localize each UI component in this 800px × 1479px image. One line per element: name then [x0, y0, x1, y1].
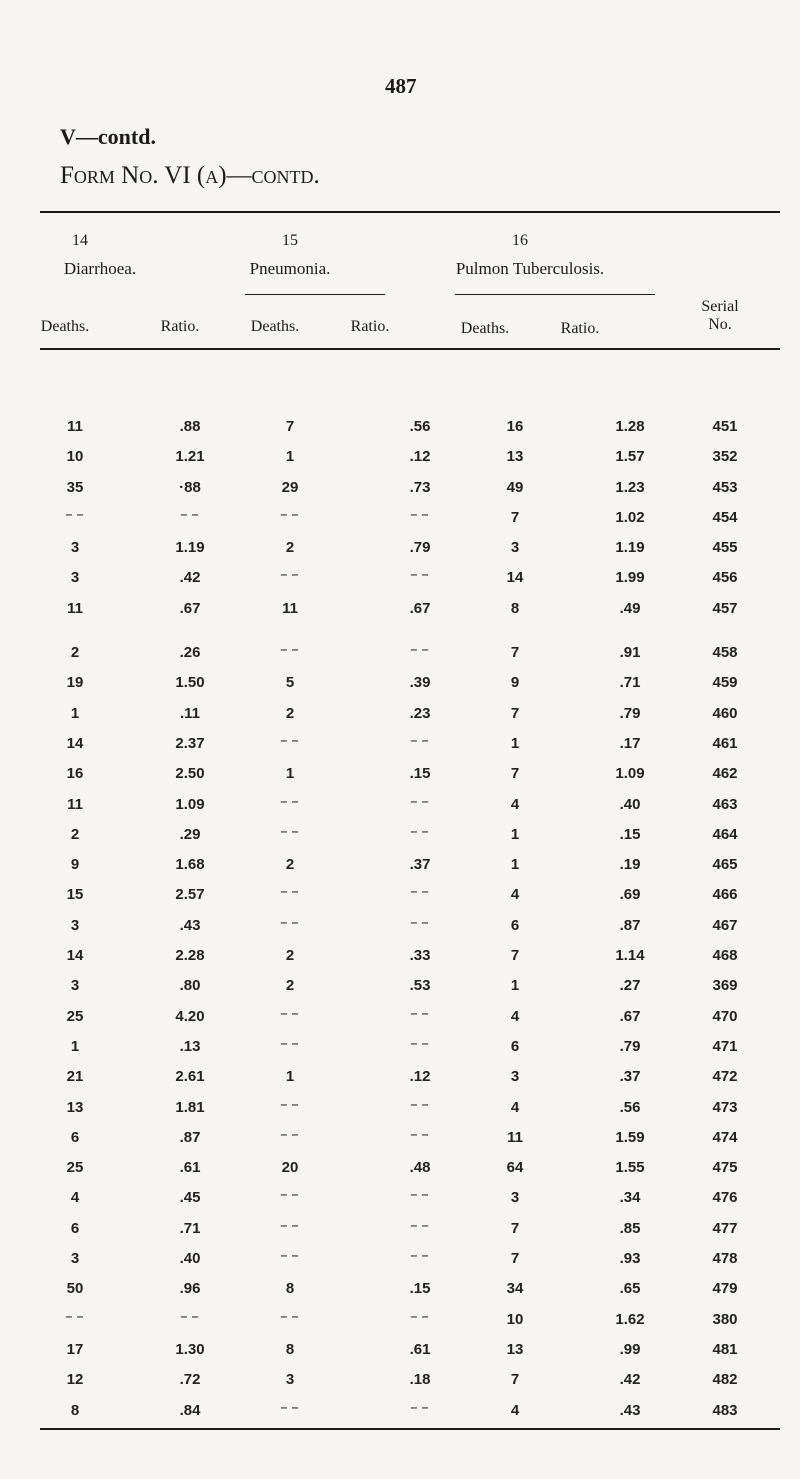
cell-deaths-16: 7	[510, 1250, 520, 1268]
cell-deaths-15: 1	[285, 1068, 295, 1086]
cell-serial-no: 477	[712, 1219, 738, 1237]
table-body	[0, 418, 800, 1432]
cell-deaths-15: 11	[282, 599, 298, 617]
cell-deaths-14: 11	[67, 418, 83, 435]
cell-deaths-16: 3	[510, 1068, 520, 1086]
cell-deaths-14: ‒ ‒	[65, 508, 85, 521]
cell-serial-no: 369	[712, 977, 738, 995]
cell-ratio-16: .65	[619, 1280, 641, 1298]
cell-serial-no: 456	[712, 569, 738, 587]
column-title-diarrhoea: Diarrhoea.	[63, 259, 137, 278]
cell-deaths-16: 7	[510, 704, 520, 722]
cell-ratio-16: 1.62	[615, 1310, 645, 1328]
cell-deaths-16: 7	[510, 947, 520, 965]
cell-ratio-15: .12	[409, 1068, 431, 1086]
cell-deaths-15: ‒ ‒	[280, 1189, 300, 1202]
column-title-pneumonia: Pneumonia.	[249, 259, 331, 278]
cell-deaths-15: ‒ ‒	[280, 825, 300, 838]
cell-deaths-15: ‒ ‒	[280, 795, 300, 808]
cell-serial-no: 470	[712, 1007, 738, 1025]
cell-ratio-14: .42	[179, 569, 201, 587]
cell-deaths-14: 8	[70, 1401, 80, 1419]
cell-serial-no: 460	[712, 704, 738, 722]
cell-ratio-16: 1.28	[615, 418, 645, 435]
subhead-ratio-15: Ratio.	[350, 318, 390, 335]
cell-ratio-16: .17	[619, 734, 641, 752]
cell-deaths-16: 4	[510, 1007, 520, 1025]
subhead-deaths-14: Deaths.	[40, 318, 90, 335]
cell-serial-no: 380	[712, 1310, 738, 1328]
cell-ratio-16: .49	[619, 599, 641, 617]
cell-deaths-14: 3	[70, 539, 80, 557]
cell-deaths-14: 3	[70, 1250, 80, 1268]
table-row	[0, 479, 800, 509]
cell-deaths-15: ‒ ‒	[280, 1219, 300, 1232]
cell-deaths-16: 64	[506, 1159, 524, 1177]
table-row	[0, 705, 800, 735]
cell-ratio-15: ‒ ‒	[410, 508, 430, 521]
table-row	[0, 1220, 800, 1250]
table-row	[0, 1008, 800, 1038]
cell-ratio-14: 2.61	[175, 1068, 205, 1086]
table-row	[0, 600, 800, 630]
group-rule-pneumonia	[245, 294, 385, 295]
cell-ratio-14: ‒ ‒	[180, 1310, 200, 1323]
cell-ratio-14: .45	[179, 1189, 201, 1207]
cell-ratio-16: .99	[619, 1340, 641, 1358]
cell-deaths-15: ‒ ‒	[280, 569, 300, 582]
cell-deaths-15: 7	[285, 418, 295, 435]
cell-ratio-16: .37	[619, 1068, 641, 1086]
cell-ratio-14: .84	[179, 1401, 201, 1419]
cell-ratio-16: .40	[619, 795, 641, 813]
cell-ratio-16: .34	[619, 1189, 641, 1207]
cell-ratio-14: .72	[179, 1371, 201, 1389]
cell-ratio-15: ‒ ‒	[410, 1037, 430, 1050]
cell-ratio-15: ‒ ‒	[410, 734, 430, 747]
table-row	[0, 1341, 800, 1371]
cell-serial-no: 457	[712, 599, 738, 617]
cell-deaths-16: 1	[510, 977, 520, 995]
continued-title: V—contd.	[60, 124, 156, 149]
cell-deaths-14: 16	[66, 765, 84, 783]
cell-ratio-14: 1.30	[175, 1340, 205, 1358]
cell-serial-no: 471	[712, 1037, 738, 1055]
cell-deaths-15: ‒ ‒	[280, 1007, 300, 1020]
cell-serial-no: 472	[712, 1068, 738, 1086]
cell-deaths-16: 4	[510, 795, 520, 813]
cell-ratio-15: ‒ ‒	[410, 1401, 430, 1414]
cell-deaths-15: ‒ ‒	[280, 886, 300, 899]
table-row	[0, 1038, 800, 1068]
subhead-ratio-14: Ratio.	[160, 318, 200, 335]
cell-deaths-14: 1	[70, 1037, 80, 1055]
cell-deaths-15: ‒ ‒	[280, 508, 300, 521]
table-row	[0, 1189, 800, 1219]
table-row	[0, 674, 800, 704]
table-row	[0, 826, 800, 856]
column-number-16: 16	[512, 232, 528, 249]
cell-ratio-16: .27	[619, 977, 641, 995]
cell-deaths-15: 29	[281, 478, 299, 496]
cell-ratio-15: .56	[409, 418, 431, 435]
cell-ratio-16: .43	[619, 1401, 641, 1419]
cell-ratio-16: .79	[619, 704, 641, 722]
cell-deaths-16: 14	[506, 569, 524, 587]
cell-deaths-16: 7	[510, 765, 520, 783]
cell-ratio-15: .61	[409, 1340, 431, 1358]
cell-serial-no: 352	[712, 448, 738, 466]
cell-ratio-16: 1.19	[615, 539, 645, 557]
cell-ratio-16: .93	[619, 1250, 641, 1268]
cell-serial-no: 454	[712, 508, 738, 526]
cell-deaths-14: 25	[66, 1159, 84, 1177]
cell-ratio-14: 2.28	[175, 947, 205, 965]
cell-ratio-14: .80	[179, 977, 201, 995]
cell-deaths-16: 1	[510, 825, 520, 843]
cell-deaths-16: 7	[510, 1219, 520, 1237]
cell-serial-no: 473	[712, 1098, 738, 1116]
cell-serial-no: 455	[712, 539, 738, 557]
cell-ratio-16: 1.57	[615, 448, 645, 466]
cell-serial-no: 479	[712, 1280, 738, 1298]
cell-deaths-14: 3	[70, 916, 80, 934]
table-row	[0, 418, 800, 448]
cell-ratio-16: .85	[619, 1219, 641, 1237]
cell-deaths-15: 1	[285, 765, 295, 783]
cell-deaths-15: ‒ ‒	[280, 1098, 300, 1111]
cell-ratio-15: ‒ ‒	[410, 1250, 430, 1263]
cell-deaths-16: 1	[510, 856, 520, 874]
cell-ratio-16: 1.02	[615, 508, 645, 526]
header-bottom-rule	[40, 348, 780, 350]
table-row	[0, 886, 800, 916]
subhead-serial-1: Serial	[701, 298, 739, 315]
cell-serial-no: 475	[712, 1159, 738, 1177]
cell-ratio-14: .43	[179, 916, 201, 934]
cell-ratio-16: .87	[619, 916, 641, 934]
cell-ratio-14: .29	[179, 825, 201, 843]
cell-deaths-16: 4	[510, 1098, 520, 1116]
cell-ratio-14: 1.81	[175, 1098, 205, 1116]
cell-deaths-14: 21	[66, 1068, 84, 1086]
cell-ratio-14: 2.57	[175, 886, 205, 904]
cell-deaths-15: 3	[285, 1371, 295, 1389]
cell-serial-no: 451	[712, 418, 738, 435]
subhead-deaths-15: Deaths.	[250, 318, 300, 335]
cell-deaths-16: 7	[510, 508, 520, 526]
cell-ratio-15: .48	[409, 1159, 431, 1177]
cell-ratio-15: ‒ ‒	[410, 1189, 430, 1202]
table-row	[0, 917, 800, 947]
table-row	[0, 1371, 800, 1401]
cell-ratio-15: ‒ ‒	[410, 569, 430, 582]
cell-deaths-14: 9	[70, 856, 80, 874]
table-row	[0, 1129, 800, 1159]
cell-deaths-15: ‒ ‒	[280, 644, 300, 657]
cell-ratio-14: 1.19	[175, 539, 205, 557]
cell-ratio-15: .12	[409, 448, 431, 466]
cell-ratio-15: .23	[409, 704, 431, 722]
cell-deaths-15: 8	[285, 1340, 295, 1358]
cell-ratio-14: .96	[179, 1280, 201, 1298]
cell-deaths-16: 34	[506, 1280, 524, 1298]
cell-ratio-14: .67	[179, 599, 201, 617]
cell-ratio-14: .61	[179, 1159, 201, 1177]
cell-ratio-15: .73	[409, 478, 431, 496]
cell-ratio-15: .37	[409, 856, 431, 874]
cell-ratio-14: .40	[179, 1250, 201, 1268]
cell-deaths-16: 1	[510, 734, 520, 752]
cell-deaths-16: 4	[510, 886, 520, 904]
cell-ratio-14: .71	[179, 1219, 201, 1237]
cell-deaths-14: 14	[66, 734, 84, 752]
cell-ratio-16: .19	[619, 856, 641, 874]
table-row	[0, 1311, 800, 1341]
column-number-15: 15	[282, 232, 298, 249]
cell-ratio-15: ‒ ‒	[410, 886, 430, 899]
cell-deaths-14: 12	[66, 1371, 84, 1389]
cell-deaths-14: 10	[66, 448, 84, 466]
table-row	[0, 796, 800, 826]
table-row	[0, 569, 800, 599]
cell-deaths-14: 6	[70, 1219, 80, 1237]
column-title-tuberculosis: Pulmon Tuberculosis.	[455, 259, 605, 278]
cell-deaths-15: 2	[285, 856, 295, 874]
cell-ratio-14: ·88	[179, 478, 201, 496]
cell-serial-no: 478	[712, 1250, 738, 1268]
cell-deaths-14: 14	[66, 947, 84, 965]
table-row	[0, 1068, 800, 1098]
cell-deaths-14: 19	[66, 674, 84, 692]
table-row	[0, 1099, 800, 1129]
cell-deaths-14: 3	[70, 569, 80, 587]
cell-deaths-14: 11	[67, 599, 83, 617]
cell-ratio-16: .91	[619, 644, 641, 662]
cell-deaths-15: ‒ ‒	[280, 1310, 300, 1323]
cell-deaths-14: 3	[70, 977, 80, 995]
cell-deaths-16: 6	[510, 1037, 520, 1055]
table-row	[0, 735, 800, 765]
group-rule-tuberculosis	[455, 294, 655, 295]
table-row	[0, 448, 800, 478]
cell-deaths-15: 5	[285, 674, 295, 692]
cell-serial-no: 481	[712, 1340, 738, 1358]
cell-serial-no: 468	[712, 947, 738, 965]
cell-serial-no: 465	[712, 856, 738, 874]
cell-deaths-15: 20	[281, 1159, 299, 1177]
cell-deaths-15: ‒ ‒	[280, 734, 300, 747]
cell-ratio-15: .15	[409, 765, 431, 783]
cell-deaths-15: 1	[285, 448, 295, 466]
cell-ratio-16: .56	[619, 1098, 641, 1116]
cell-ratio-14: .87	[179, 1128, 201, 1146]
cell-deaths-14: 2	[70, 644, 80, 662]
cell-ratio-15: .33	[409, 947, 431, 965]
cell-ratio-15: ‒ ‒	[410, 1128, 430, 1141]
cell-deaths-16: 49	[506, 478, 524, 496]
cell-ratio-15: ‒ ‒	[410, 1007, 430, 1020]
cell-serial-no: 482	[712, 1371, 738, 1389]
table-row	[0, 947, 800, 977]
subhead-deaths-16: Deaths.	[460, 320, 510, 337]
table-row	[0, 856, 800, 886]
cell-deaths-15: 2	[285, 977, 295, 995]
cell-deaths-15: 8	[285, 1280, 295, 1298]
cell-ratio-14: 2.50	[175, 765, 205, 783]
cell-ratio-15: .67	[409, 599, 431, 617]
cell-ratio-15: .79	[409, 539, 431, 557]
form-title: Form No. VI (a)—contd.	[60, 162, 320, 189]
cell-ratio-14: .88	[179, 418, 201, 435]
cell-ratio-16: .67	[619, 1007, 641, 1025]
table-row	[0, 977, 800, 1007]
cell-ratio-16: 1.55	[615, 1159, 645, 1177]
cell-ratio-15: .39	[409, 674, 431, 692]
cell-serial-no: 476	[712, 1189, 738, 1207]
cell-serial-no: 467	[712, 916, 738, 934]
table-row	[0, 539, 800, 569]
cell-deaths-14: 25	[66, 1007, 84, 1025]
cell-deaths-14: 2	[70, 825, 80, 843]
cell-serial-no: 461	[712, 734, 738, 752]
cell-deaths-16: 3	[510, 539, 520, 557]
cell-ratio-14: .11	[179, 704, 201, 722]
cell-deaths-16: 16	[506, 418, 524, 435]
cell-ratio-14: 1.68	[175, 856, 205, 874]
page-number: 487	[385, 74, 417, 98]
cell-ratio-15: .15	[409, 1280, 431, 1298]
cell-ratio-16: 1.59	[615, 1128, 645, 1146]
cell-deaths-15: 2	[285, 947, 295, 965]
cell-deaths-16: 7	[510, 644, 520, 662]
cell-ratio-15: ‒ ‒	[410, 1310, 430, 1323]
cell-deaths-14: 11	[67, 795, 83, 813]
bottom-rule	[40, 1428, 780, 1430]
table-row	[0, 1280, 800, 1310]
cell-ratio-14: 2.37	[175, 734, 205, 752]
cell-deaths-15: 2	[285, 704, 295, 722]
cell-ratio-15: ‒ ‒	[410, 916, 430, 929]
cell-deaths-15: ‒ ‒	[280, 1401, 300, 1414]
cell-ratio-14: .13	[179, 1037, 201, 1055]
cell-deaths-14: 4	[70, 1189, 80, 1207]
cell-ratio-16: 1.99	[615, 569, 645, 587]
cell-serial-no: 466	[712, 886, 738, 904]
cell-deaths-16: 13	[506, 448, 524, 466]
cell-ratio-14: .26	[179, 644, 201, 662]
cell-serial-no: 464	[712, 825, 738, 843]
cell-ratio-14: 1.50	[175, 674, 205, 692]
cell-deaths-14: 1	[70, 704, 80, 722]
cell-ratio-16: .69	[619, 886, 641, 904]
cell-deaths-15: ‒ ‒	[280, 916, 300, 929]
cell-serial-no: 458	[712, 644, 738, 662]
cell-ratio-15: .18	[409, 1371, 431, 1389]
table-row	[0, 1250, 800, 1280]
cell-deaths-16: 13	[506, 1340, 524, 1358]
cell-ratio-15: ‒ ‒	[410, 825, 430, 838]
cell-ratio-14: 4.20	[175, 1007, 205, 1025]
cell-ratio-15: .53	[409, 977, 431, 995]
cell-ratio-16: .79	[619, 1037, 641, 1055]
cell-ratio-16: .15	[619, 825, 641, 843]
cell-serial-no: 453	[712, 478, 738, 496]
cell-ratio-14: ‒ ‒	[180, 508, 200, 521]
cell-deaths-16: 3	[510, 1189, 520, 1207]
cell-deaths-15: ‒ ‒	[280, 1128, 300, 1141]
cell-deaths-16: 9	[510, 674, 520, 692]
cell-deaths-14: ‒ ‒	[65, 1310, 85, 1323]
cell-deaths-14: 17	[66, 1340, 84, 1358]
subhead-ratio-16: Ratio.	[560, 320, 600, 337]
cell-deaths-16: 6	[510, 916, 520, 934]
column-number-14: 14	[72, 232, 88, 249]
cell-ratio-14: 1.21	[175, 448, 205, 466]
cell-ratio-16: 1.23	[615, 478, 645, 496]
cell-deaths-15: ‒ ‒	[280, 1250, 300, 1263]
cell-deaths-16: 4	[510, 1401, 520, 1419]
cell-ratio-16: .71	[619, 674, 641, 692]
cell-serial-no: 459	[712, 674, 738, 692]
cell-ratio-15: ‒ ‒	[410, 644, 430, 657]
cell-deaths-14: 6	[70, 1128, 80, 1146]
table-row	[0, 509, 800, 539]
cell-serial-no: 483	[712, 1401, 738, 1419]
cell-deaths-14: 50	[66, 1280, 84, 1298]
table-row	[0, 1159, 800, 1189]
cell-deaths-15: 2	[285, 539, 295, 557]
cell-ratio-16: 1.09	[615, 765, 645, 783]
cell-ratio-14: 1.09	[175, 795, 205, 813]
cell-deaths-15: ‒ ‒	[280, 1037, 300, 1050]
cell-deaths-16: 8	[510, 599, 520, 617]
cell-ratio-15: ‒ ‒	[410, 1219, 430, 1232]
cell-ratio-16: .42	[619, 1371, 641, 1389]
cell-ratio-16: 1.14	[615, 947, 645, 965]
cell-ratio-15: ‒ ‒	[410, 795, 430, 808]
cell-deaths-14: 13	[66, 1098, 84, 1116]
cell-deaths-16: 10	[506, 1310, 524, 1328]
cell-deaths-14: 35	[66, 478, 84, 496]
table-row	[0, 644, 800, 674]
cell-ratio-15: ‒ ‒	[410, 1098, 430, 1111]
top-rule	[40, 211, 780, 213]
cell-serial-no: 463	[712, 795, 738, 813]
cell-deaths-16: 11	[507, 1128, 523, 1146]
table-row	[0, 765, 800, 795]
cell-serial-no: 474	[712, 1128, 738, 1146]
cell-serial-no: 462	[712, 765, 738, 783]
cell-deaths-16: 7	[510, 1371, 520, 1389]
subhead-serial-2: No.	[708, 316, 732, 333]
cell-deaths-14: 15	[66, 886, 84, 904]
